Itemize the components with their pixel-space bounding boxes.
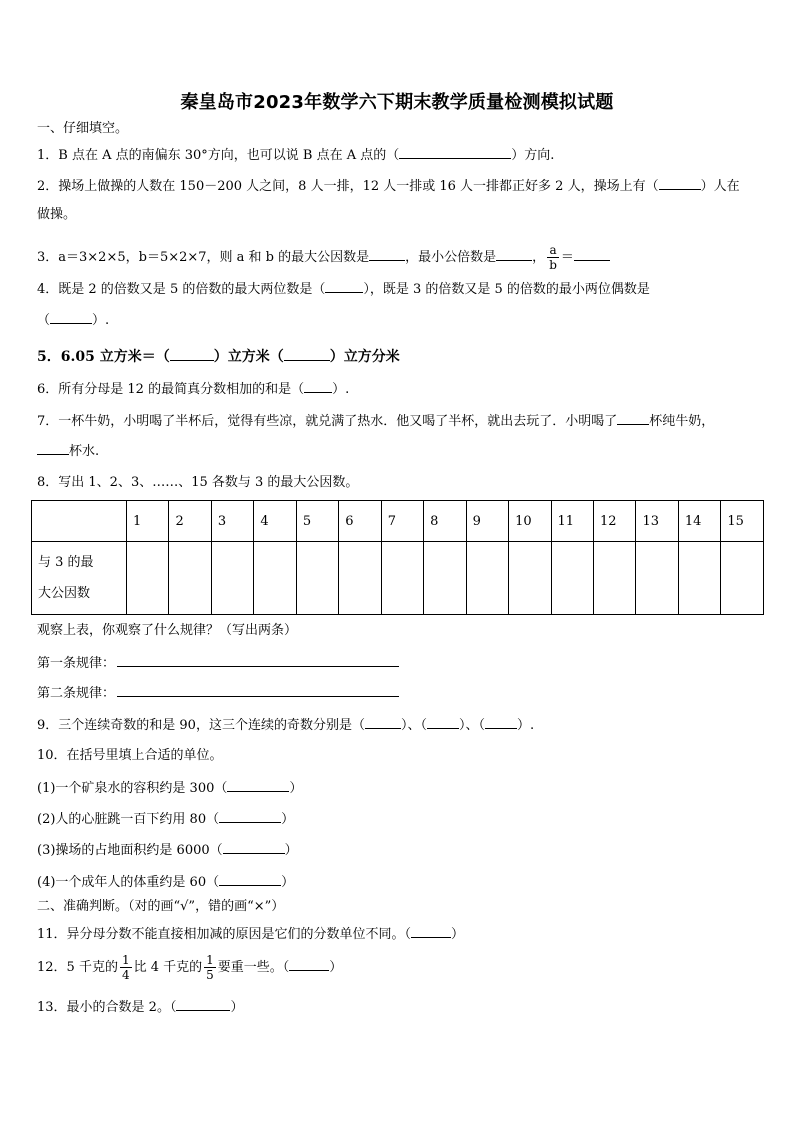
fraction-denominator: 5	[206, 968, 214, 982]
answer-blank[interactable]	[411, 925, 451, 938]
rule-2	[37, 684, 399, 703]
fraction-numerator: 1	[121, 953, 130, 967]
table-header-cell: 7	[381, 501, 423, 542]
question-7	[37, 412, 714, 431]
section-heading-true-false: 二、准确判断。（对的画“√”，错的画“×”）	[37, 899, 285, 914]
question-10-2	[37, 810, 294, 829]
question-text: (3)操场的占地面积约是 6000（	[37, 843, 223, 858]
fraction-denominator: 4	[121, 968, 130, 982]
fraction-a-over-b	[547, 244, 559, 271]
question-text: ＝	[560, 250, 574, 265]
answer-blank[interactable]	[219, 810, 281, 823]
question-11	[37, 925, 464, 944]
question-text: 9．三个连续奇数的和是 90，这三个连续的奇数分别是（	[37, 718, 365, 733]
question-4-continued	[37, 311, 109, 330]
question-text: ）.	[92, 313, 110, 328]
section-heading-fill-blanks: 一、仔细填空。	[37, 121, 129, 136]
question-1	[37, 146, 554, 165]
question-text: ）.	[332, 382, 350, 397]
question-text: 7．一杯牛奶，小明喝了半杯后，觉得有些凉，就兑满了热水．他又喝了半杯，就出去玩了．小明喝了	[37, 414, 618, 429]
answer-cell[interactable]	[211, 542, 253, 615]
question-7-continued	[37, 442, 99, 461]
answer-blank[interactable]	[427, 716, 459, 729]
answer-blank[interactable]	[284, 348, 330, 361]
table-header-cell: 8	[424, 501, 466, 542]
answer-blank[interactable]	[289, 958, 329, 971]
row-label-line: 与 3 的最	[38, 555, 94, 570]
question-text: 比 4 千克的	[133, 960, 203, 975]
table-header-cell: 13	[636, 501, 678, 542]
question-text: ，最小公倍数是	[405, 250, 497, 265]
answer-cell[interactable]	[636, 542, 678, 615]
answer-cell[interactable]	[424, 542, 466, 615]
answer-blank[interactable]	[399, 146, 511, 159]
question-text: ）	[329, 960, 343, 975]
question-text: ，	[532, 250, 546, 265]
question-6	[37, 380, 349, 399]
table-header-cell: 2	[169, 501, 211, 542]
fraction-numerator: a	[549, 243, 557, 257]
answer-blank[interactable]	[369, 248, 405, 261]
answer-blank[interactable]	[50, 311, 92, 324]
answer-blank[interactable]	[223, 841, 285, 854]
answer-blank[interactable]	[574, 248, 610, 261]
question-text: （	[37, 313, 51, 328]
row-label-line: 大公因数	[38, 586, 91, 601]
answer-cell[interactable]	[169, 542, 211, 615]
question-text: (1)一个矿泉水的容积约是 300（	[37, 781, 228, 796]
question-3	[37, 244, 610, 271]
question-text: ）人在	[700, 179, 740, 194]
question-12	[37, 953, 342, 983]
question-text: ）方向.	[511, 148, 555, 163]
answer-blank[interactable]	[176, 998, 230, 1011]
table-header-cell: 14	[678, 501, 720, 542]
question-2-continued: 做操。	[37, 207, 77, 222]
question-10-3	[37, 841, 298, 860]
question-text: ）	[284, 843, 298, 858]
answer-cell[interactable]	[593, 542, 635, 615]
fraction-numerator: 1	[206, 953, 214, 967]
answer-blank[interactable]	[219, 873, 281, 886]
table-header-cell: 15	[721, 501, 764, 542]
question-text: ）立方分米	[329, 349, 400, 365]
answer-line[interactable]	[117, 684, 399, 697]
question-text: ）	[230, 1000, 244, 1015]
question-text: (2)人的心脏跳一百下约用 80（	[37, 812, 220, 827]
question-text: 11．异分母分数不能直接相加减的原因是它们的分数单位不同。（	[37, 927, 412, 942]
question-text: (4)一个成年人的体重约是 60（	[37, 875, 220, 890]
observe-prompt: 观察上表，你观察了什么规律？（写出两条）	[37, 623, 298, 638]
question-text: 1．B 点在 A 点的南偏东 30°方向，也可以说 B 点在 A 点的（	[37, 148, 400, 163]
question-13	[37, 998, 243, 1017]
question-5	[37, 348, 400, 366]
question-4	[37, 280, 650, 299]
table-header-cell: 4	[254, 501, 296, 542]
answer-cell[interactable]	[381, 542, 423, 615]
question-text: ）立方米（	[213, 349, 284, 365]
question-text: ）	[451, 927, 465, 942]
answer-cell[interactable]	[678, 542, 720, 615]
table-header-cell: 6	[339, 501, 381, 542]
answer-blank[interactable]	[304, 380, 332, 393]
question-10: 10．在括号里填上合适的单位。	[37, 748, 223, 763]
answer-blank[interactable]	[485, 716, 517, 729]
fraction-denominator: b	[549, 258, 557, 272]
question-text: 杯水.	[69, 444, 100, 459]
question-text: 要重一些。（	[217, 960, 290, 975]
table-header-row	[32, 501, 764, 542]
question-text: 2．操场上做操的人数在 150－200 人之间，8 人一排，12 人一排或 16 人一排都正好多 2 人，操场上有（	[37, 179, 659, 194]
question-8: 8．写出 1、2、3、……、15 各数与 3 的最大公因数。	[37, 475, 359, 490]
question-text: 4．既是 2 的倍数又是 5 的倍数的最大两位数是（	[37, 282, 326, 297]
question-text: ）、（	[458, 718, 485, 733]
answer-blank[interactable]	[37, 442, 69, 455]
gcd-table	[31, 500, 764, 615]
question-text: 杯纯牛奶，	[649, 414, 715, 429]
question-text: 12．5 千克的	[37, 960, 118, 975]
answer-blank[interactable]	[365, 716, 401, 729]
table-header-cell: 9	[466, 501, 508, 542]
answer-blank[interactable]	[496, 248, 532, 261]
table-row-label	[32, 542, 127, 615]
question-text: ），既是 3 的倍数又是 5 的倍数的最小两位偶数是	[363, 282, 650, 297]
question-text: ）、（	[400, 718, 427, 733]
answer-blank[interactable]	[659, 177, 701, 190]
table-header-cell: 10	[509, 501, 551, 542]
page-title: 秦皇岛市2023年数学六下期末教学质量检测模拟试题	[180, 92, 614, 113]
answer-cell[interactable]	[466, 542, 508, 615]
answer-cell[interactable]	[339, 542, 381, 615]
question-text: ）	[281, 812, 295, 827]
table-header-cell: 12	[593, 501, 635, 542]
question-text: ）.	[516, 718, 535, 733]
table-header-cell: 11	[551, 501, 593, 542]
table-header-cell: 5	[296, 501, 338, 542]
table-header-cell: 1	[127, 501, 169, 542]
table-corner-cell	[32, 501, 127, 542]
question-text: 5．6.05 立方米＝（	[37, 349, 170, 365]
answer-cell[interactable]	[296, 542, 338, 615]
question-text: 6．所有分母是 12 的最简真分数相加的和是（	[37, 382, 305, 397]
fraction-one-quarter	[120, 954, 132, 981]
answer-cell[interactable]	[127, 542, 169, 615]
question-9	[37, 716, 534, 735]
table-header-cell: 3	[211, 501, 253, 542]
answer-blank[interactable]	[227, 779, 289, 792]
rule-label: 第二条规律：	[37, 686, 116, 701]
rule-label: 第一条规律：	[37, 656, 116, 671]
answer-cell[interactable]	[254, 542, 296, 615]
answer-cell[interactable]	[509, 542, 551, 615]
answer-blank[interactable]	[170, 348, 214, 361]
question-10-4	[37, 873, 294, 892]
answer-cell[interactable]	[551, 542, 593, 615]
question-text: ）	[289, 781, 303, 796]
rule-1	[37, 654, 399, 673]
answer-line[interactable]	[117, 654, 399, 667]
fraction-one-fifth	[204, 954, 216, 981]
question-10-1	[37, 779, 302, 798]
question-text: ）	[281, 875, 295, 890]
table-row	[32, 542, 764, 615]
question-2	[37, 177, 740, 196]
answer-blank[interactable]	[325, 280, 363, 293]
answer-blank[interactable]	[617, 412, 649, 425]
question-text: 13．最小的合数是 2。（	[37, 1000, 177, 1015]
question-text: 3．a＝3×2×5，b＝5×2×7，则 a 和 b 的最大公因数是	[37, 250, 370, 265]
answer-cell[interactable]	[721, 542, 764, 615]
